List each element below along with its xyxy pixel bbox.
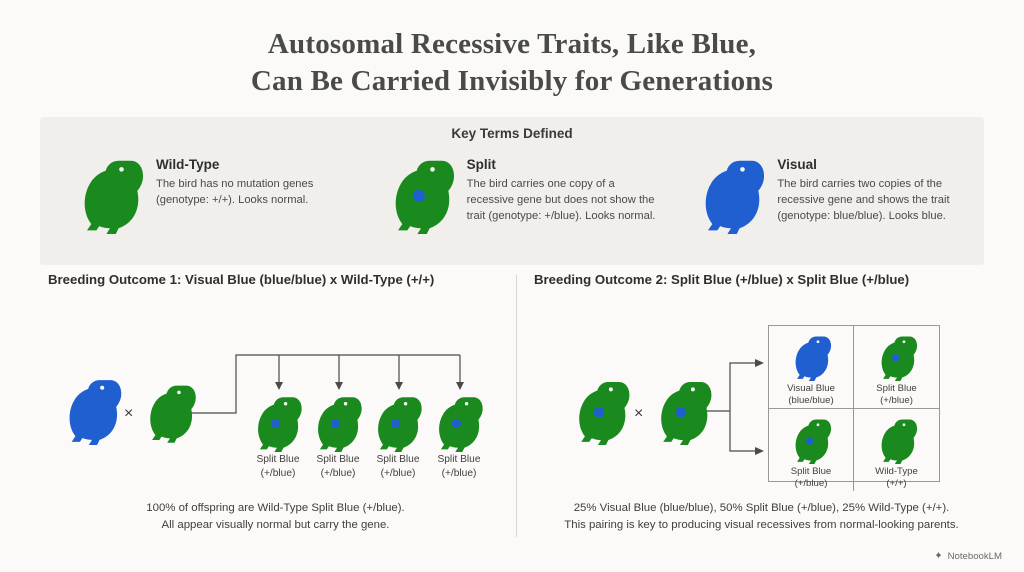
outcome-2-caption-line-2: This pairing is key to producing visual recessives from normal-looking parents. (564, 519, 959, 532)
punnett-label-line-1: Wild-Type (875, 465, 918, 477)
notebooklm-logo-icon (933, 551, 944, 562)
offspring-label-line-1: Split Blue (256, 454, 300, 465)
outcome-1-offspring-bird (250, 393, 304, 457)
offspring-label-line-1: Split Blue (316, 454, 360, 465)
key-term-wild-type (46, 151, 357, 239)
outcome-2-parent-a (570, 377, 632, 450)
punnett-cell-label (787, 383, 835, 408)
punnett-cell-wild-type (854, 409, 939, 491)
key-terms-list (40, 141, 984, 239)
outcome-1-parent-blue (60, 375, 124, 450)
offspring-label-line-2: (+/blue) (320, 467, 356, 479)
title-line-1: Autosomal Recessive Traits, Like Blue, (267, 28, 757, 60)
breeding-outcome-2 (534, 272, 989, 490)
outcome-2-caption-line-1: 25% Visual Blue (blue/blue), 50% Split Blue (+/blue), 25% Wild-Type (+/+). (573, 502, 950, 514)
offspring-label-line-2: (+/blue) (260, 467, 296, 479)
punnett-cell-split-blue-2 (769, 409, 854, 491)
punnett-label-line-1: Split Blue (790, 465, 832, 477)
outcome-2-cross-diagram (534, 293, 989, 490)
punnett-cell-visual-blue (769, 326, 854, 409)
outcome-1-offspring-bird (370, 393, 424, 457)
offspring-label-line-2: (+/blue) (441, 467, 477, 479)
key-term-description: The bird carries one copy of a recessive gene but does not show the trait (genotype: +/blue). Looks normal. (466, 178, 656, 223)
key-term-text-split (461, 151, 663, 225)
key-term-split (357, 151, 668, 239)
outcome-1-offspring-bird (310, 393, 364, 457)
outcome-1-caption-line-2: All appear visually normal but carry the gene. (161, 519, 390, 532)
key-term-label: Wild-Type (156, 157, 220, 172)
key-term-label: Split (466, 157, 496, 172)
key-terms-heading: Key Terms Defined (451, 126, 573, 141)
blue-bird-icon (695, 151, 771, 239)
punnett-cell-split-blue-1 (854, 326, 939, 409)
outcome-1-title: Breeding Outcome 1: Visual Blue (blue/blue) x Wild-Type (+/+) (48, 272, 435, 287)
page-title (0, 0, 1024, 99)
section-divider (516, 275, 517, 537)
key-term-text-wild-type (150, 151, 352, 208)
punnett-label-line-2: (+/+) (886, 478, 907, 490)
breeding-outcome-1 (48, 272, 503, 483)
outcome-1-parent-green (142, 381, 198, 448)
green-bird-icon (74, 151, 150, 239)
offspring-label-line-1: Split Blue (376, 454, 420, 465)
offspring-label-line-1: Split Blue (437, 454, 481, 465)
outcome-1-offspring-bird (431, 393, 485, 457)
brand-footer (933, 551, 1002, 562)
outcome-2-caption (534, 500, 989, 534)
punnett-cell-label (791, 466, 832, 491)
key-term-description: The bird carries two copies of the recessive gene and shows the trait (genotype: blue/blue). Looks blue. (777, 178, 950, 223)
outcome-2-parent-b (652, 377, 714, 450)
key-term-visual (667, 151, 978, 239)
outcome-2-cross-symbol: × (634, 405, 644, 422)
green-split-bird-icon (385, 151, 461, 239)
key-terms-panel (40, 117, 984, 265)
key-term-text-visual (771, 151, 973, 225)
outcome-1-cross-diagram (48, 293, 503, 483)
key-term-label: Visual (777, 157, 817, 172)
outcome-2-title: Breeding Outcome 2: Split Blue (+/blue) x Split Blue (+/blue) (534, 272, 910, 287)
punnett-label-line-1: Visual Blue (787, 383, 835, 394)
offspring-label-line-2: (+/blue) (380, 467, 416, 479)
punnett-label-line-2: (+/blue) (794, 478, 828, 490)
punnett-square (768, 325, 940, 490)
outcome-1-cross-symbol: × (124, 405, 134, 422)
outcome-1-caption-line-1: 100% of offspring are Wild-Type Split Blue (+/blue). (146, 502, 405, 514)
punnett-label-line-1: Split Blue (876, 383, 917, 394)
title-line-2: Can Be Carried Invisibly for Generations (250, 64, 774, 97)
key-term-description: The bird has no mutation genes (genotype: +/+). Looks normal. (156, 178, 314, 207)
punnett-cell-label (876, 383, 917, 408)
brand-name: NotebookLM (947, 551, 1002, 562)
outcome-1-offspring-label (422, 453, 496, 481)
outcome-1-caption (48, 500, 503, 534)
punnett-label-line-2: (+/blue) (880, 395, 913, 407)
punnett-label-line-2: (blue/blue) (788, 395, 834, 407)
punnett-cell-label (875, 466, 918, 491)
